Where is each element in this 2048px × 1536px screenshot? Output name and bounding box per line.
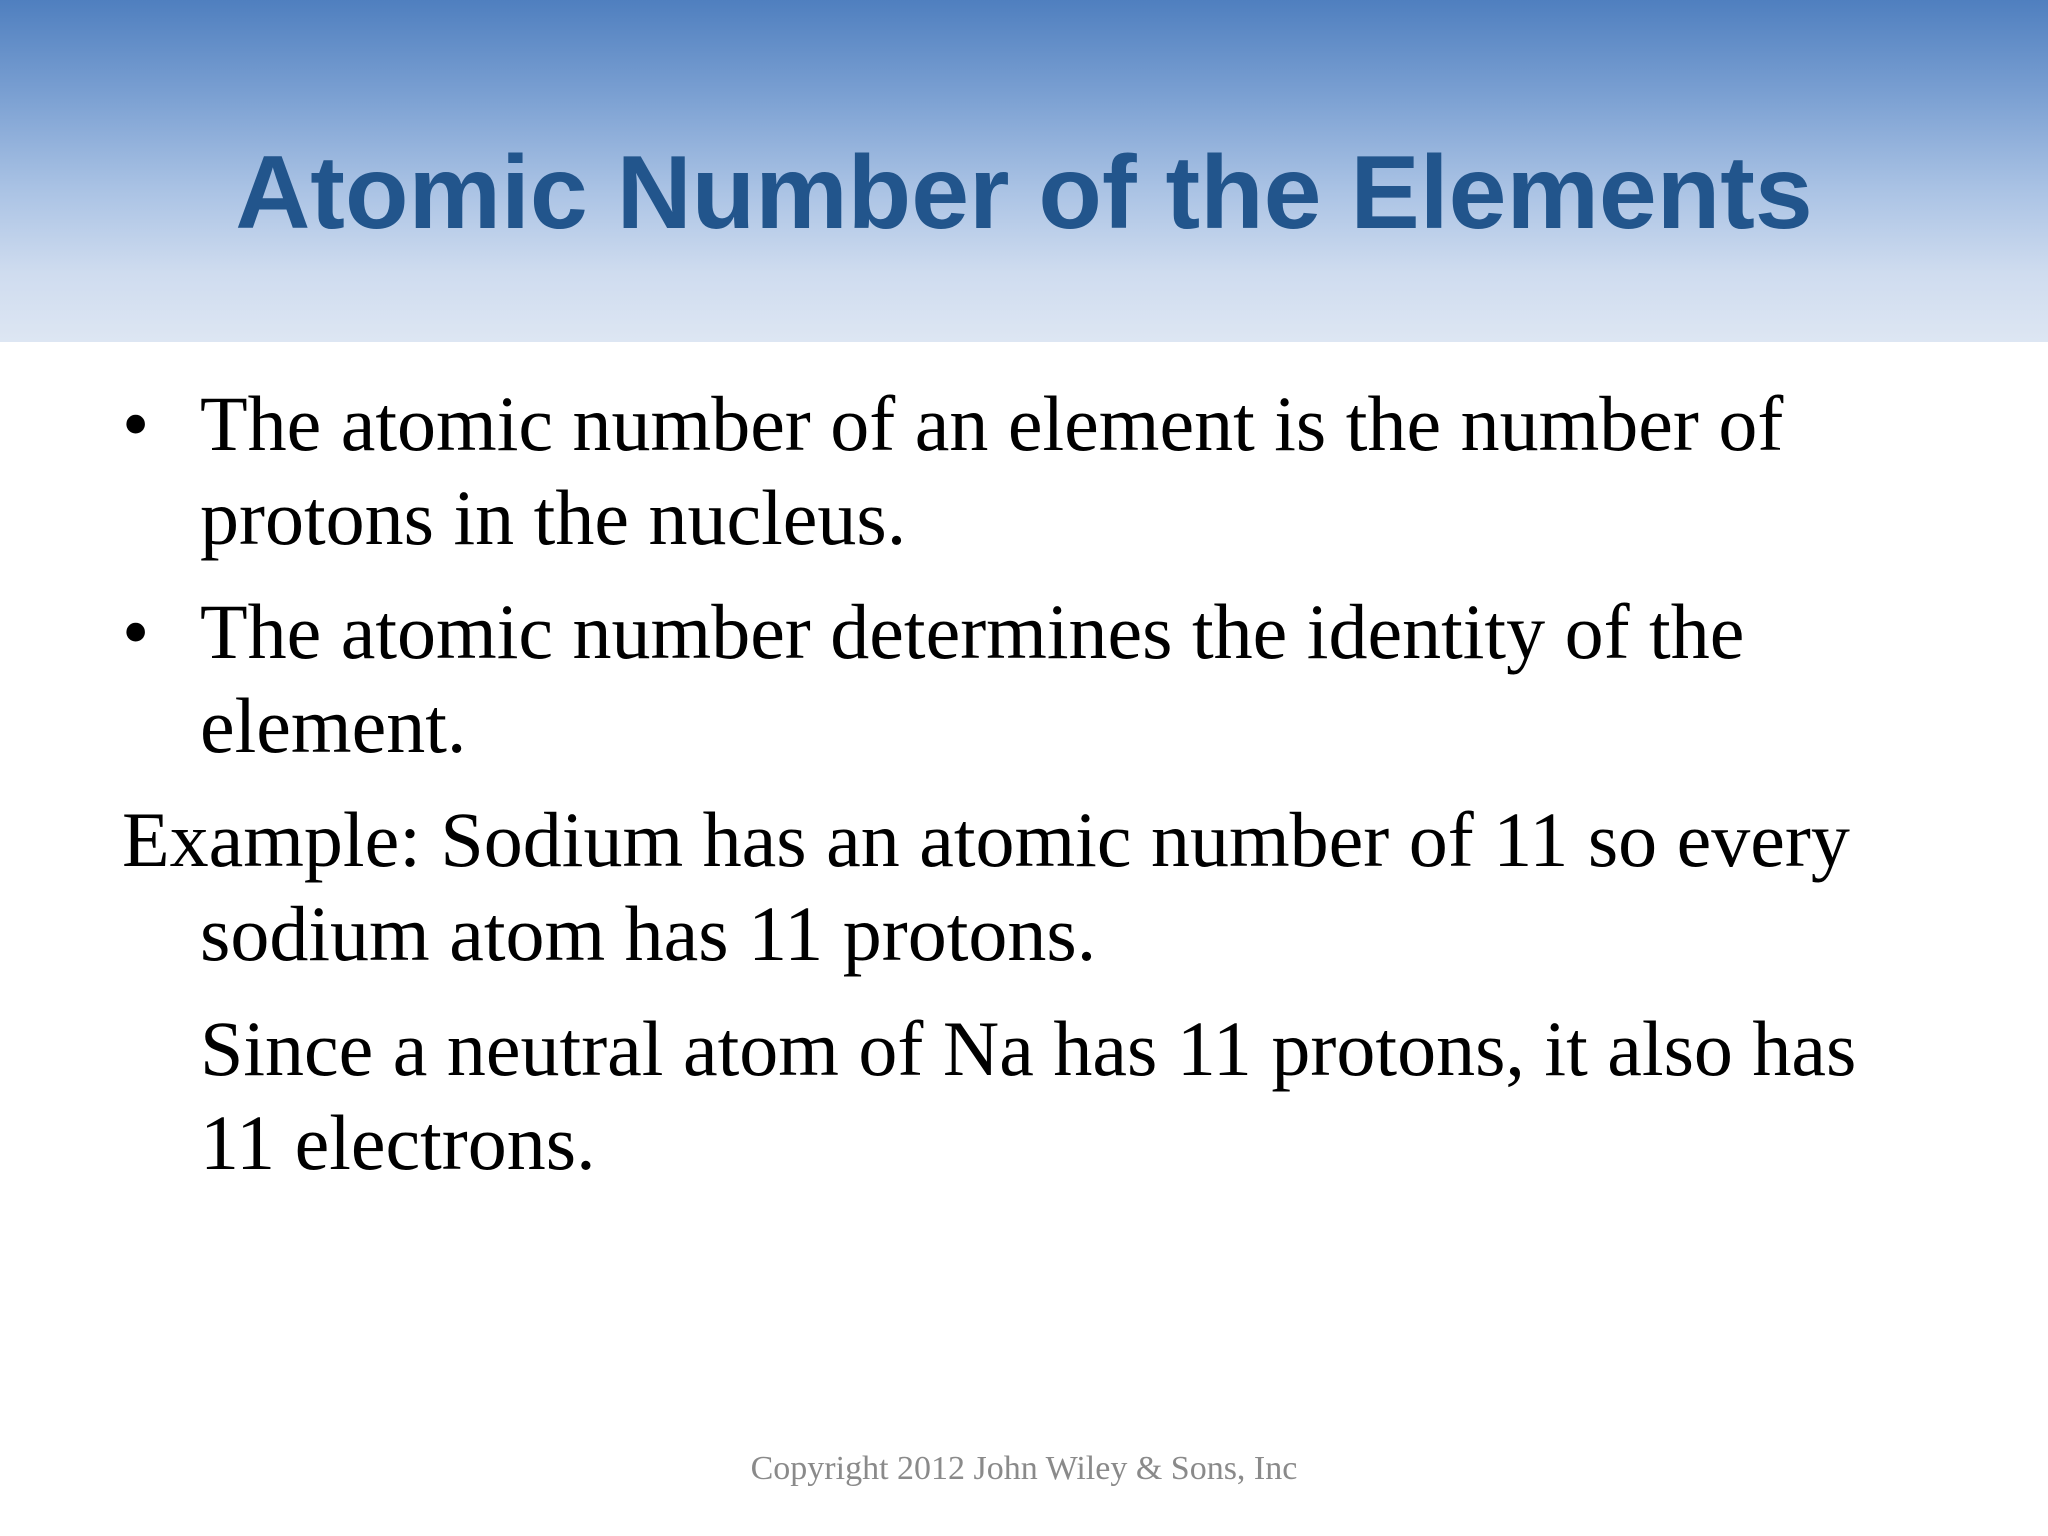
title-banner: [0, 0, 2048, 342]
example-paragraph: Example: Sodium has an atomic number of 11 so every sodium atom has 11 protons.: [122, 796, 1850, 977]
bullet-marker: •: [122, 588, 150, 675]
since-paragraph: Since a neutral atom of Na has 11 protons, it also has 11 electrons.: [200, 1005, 1857, 1186]
copyright-footer: Copyright 2012 John Wiley & Sons, Inc: [750, 1450, 1298, 1487]
bullet-marker: •: [122, 380, 150, 467]
slide-title: Atomic Number of the Elements: [235, 135, 1813, 251]
bullet-item: The atomic number of an element is the number of protons in the nucleus.: [200, 380, 1784, 561]
bullet-item: The atomic number determines the identity of the element.: [200, 588, 1745, 769]
